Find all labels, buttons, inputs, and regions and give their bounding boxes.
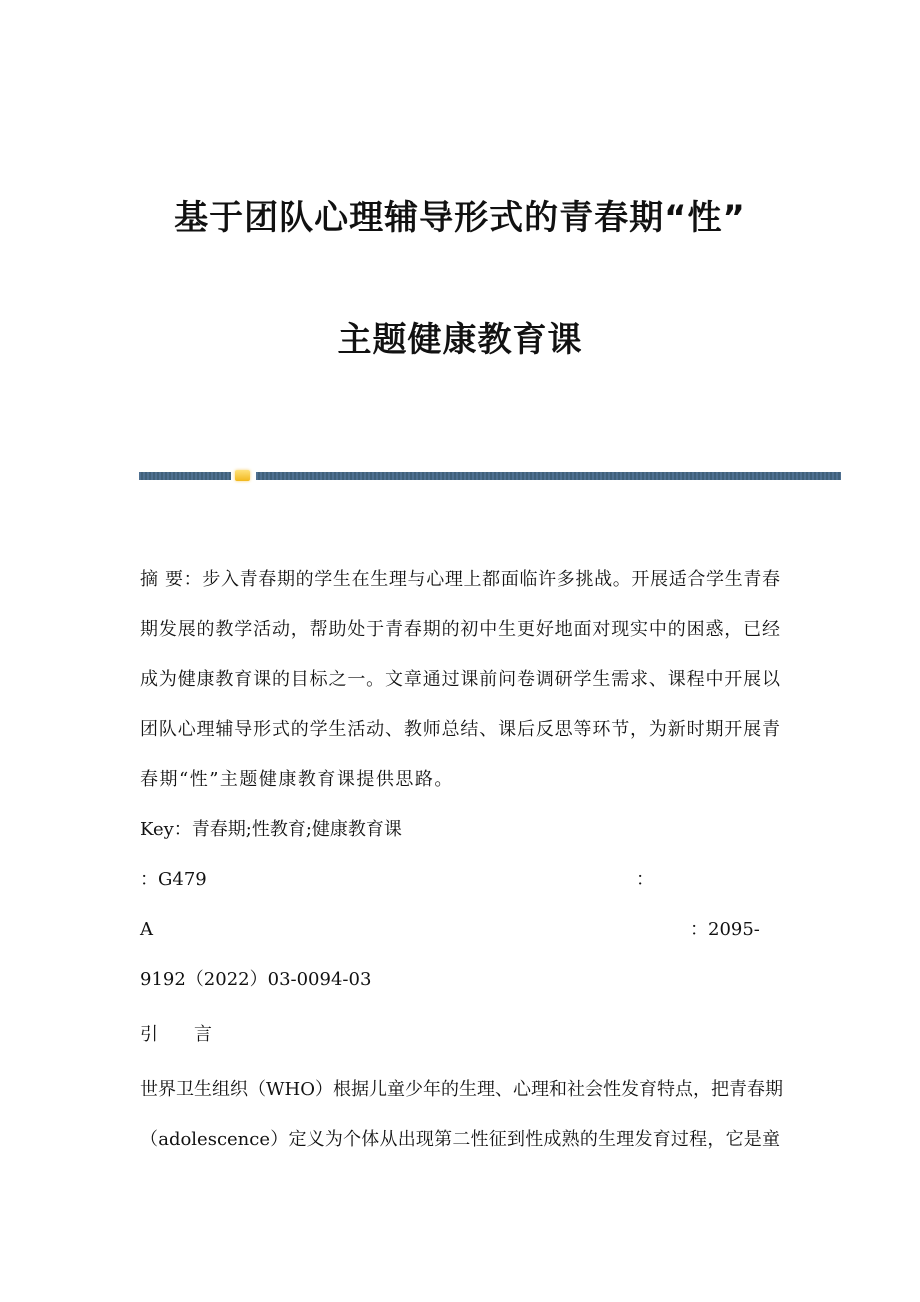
divider-ornament-icon <box>235 470 250 481</box>
abstract-line: 成为健康教育课的目标之一。文章通过课前问卷调研学生需求、课程中开展以 <box>140 669 780 690</box>
doc-code-label: ： <box>636 869 654 890</box>
clc-number: ：G479 <box>140 869 207 890</box>
intro-line: 世界卫生组织（WHO）根据儿童少年的生理、心理和社会性发育特点，把青春期 <box>140 1079 783 1100</box>
article-number: 9192（2022）03-0094-03 <box>140 969 372 990</box>
document-code: A <box>140 919 153 940</box>
abstract-line: 期发展的教学活动，帮助处于青春期的初中生更好地面对现实中的困惑，已经 <box>140 619 780 640</box>
divider-bar-right <box>256 472 841 480</box>
abstract-line: 春期“性”主题健康教育课提供思路。 <box>140 769 454 790</box>
title-line-1: 基于团队心理辅导形式的青春期“性” <box>174 198 746 238</box>
title-line-2: 主题健康教育课 <box>337 320 583 360</box>
issn-label: ：2095- <box>690 919 760 940</box>
title-divider <box>139 472 841 480</box>
intro-heading: 引 言 <box>140 1024 212 1045</box>
divider-bar-left <box>139 472 231 480</box>
intro-line: （adolescence）定义为个体从出现第二性征到性成熟的生理发育过程，它是童 <box>140 1129 780 1150</box>
abstract-line: 团队心理辅导形式的学生活动、教师总结、课后反思等环节，为新时期开展青 <box>140 719 780 740</box>
abstract-line: 摘 要：步入青春期的学生在生理与心理上都面临许多挑战。开展适合学生青春 <box>140 569 780 590</box>
keywords: Key：青春期;性教育;健康教育课 <box>140 819 402 840</box>
